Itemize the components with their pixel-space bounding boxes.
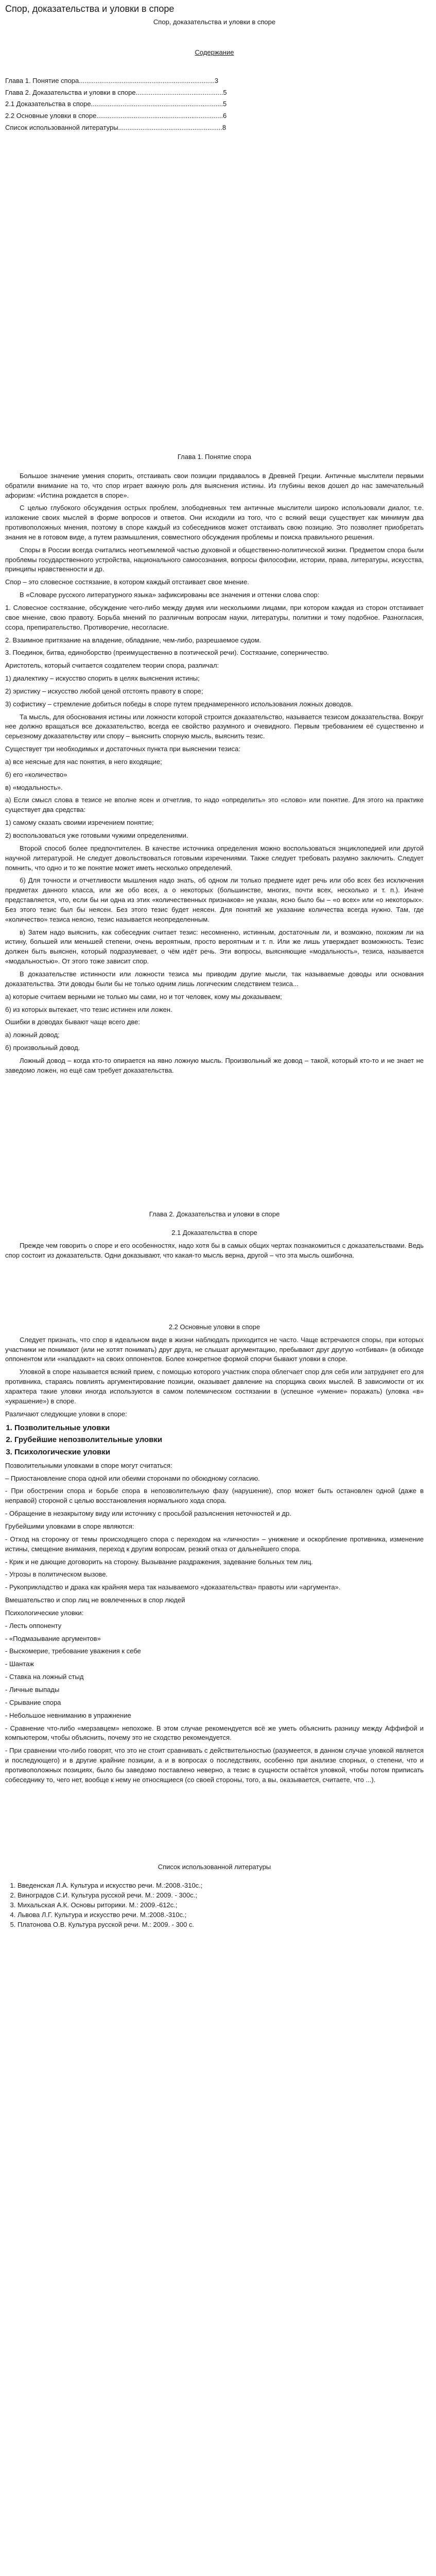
list-item: - При сравнении что-либо говорят, что это не стоит сравнивать с действительностью (разумеется, в данном случае уловкой является и последующего) и в другие крайние позиции, а и в вопросах о последствиях, особенно при анализе спорных, о степени, что и противоположных позициях, было бы заведомо поставлено неверно, а тезис в сущности остаётся уловкой, чтобы потом приписать собеседнику то, чего нет, вообще к нему не относящиеся (со своей стороны, того, а вы, оказывается, считаете, что ...). [5, 1747, 424, 1784]
list-item: - Личные выпады [5, 1685, 60, 1693]
bibliography-item: 4. Львова Л.Г. Культура и искусство речи. М.:2008.-310с.; [18, 1910, 424, 1920]
section-2-1-title: 2.1 Доказательства в споре [171, 1229, 257, 1237]
list-item: - Рукоприкладство и драка как крайняя мера так называемого «доказательства» правоты или «аргумента». [5, 1583, 341, 1591]
paragraph: 2) воспользоваться уже готовыми чужими определениями. [5, 832, 188, 839]
paragraph: 2. Взаимное притязание на владение, обладание, чем-либо, разрешаемое судом. [5, 636, 261, 644]
list-item: - Угрозы в политическом вызове. [5, 1570, 108, 1579]
paragraph: Второй способ более предпочтителен. В качестве источника определения можно воспользоваться энциклопедией или другой научной литературой. Не следует довольствоваться готовыми изречениями. Также следует требовать разумно заключить. Следует помнить, что одно и то же понятие может иметь несколько определений. [5, 844, 424, 872]
paragraph: 1. Словесное состязание, обсуждение чего-либо между двумя или несколькими лицами, при котором каждая из сторон отстаивает свое мнение, свою правоту. Борьба мнений по различным вопросам науки, литературы, политики и тому подобное. Разногласия, ссора, препирательство. Противоречие, несогласие. [5, 603, 424, 631]
bibliography-item: 5. Платонова О.В. Культура русской речи. М.: 2009. - 300 с. [18, 1920, 424, 1930]
list-item: - Небольшое невниманию в упражнение [5, 1711, 131, 1719]
list-item: - Ставка на ложный стыд [5, 1673, 84, 1681]
paragraph: 3. Поединок, битва, единоборство (преимущественно в поэтической речи). Состязание, соперничество. [5, 649, 329, 657]
chapter1-title: Глава 1. Понятие спора [177, 453, 252, 461]
list-item: 1. Позволительные уловки [14, 1422, 424, 1434]
list-item: - При обострении спора и борьбе спора в непозволительную фазу (нарушение), спор может быть остановлен одной (даже в неправой) стороной с целью восстановления нормального хода спора. [5, 1487, 424, 1505]
list-item: 3. Психологические уловки [14, 1447, 424, 1458]
paragraph: Аристотель, который считается создателем теории спора, различал: [5, 662, 219, 670]
paragraph: Большое значение умения спорить, отстаивать свои позиции придавалось в Древней Греции. Античные мыслители первыми обратили внимание на то, что спор играет важную роль для выяснения истины. Из глубины веков дошел до нас замечательный афоризм: «Истина рождается в споре». [5, 471, 424, 499]
bibliography-item: 2. Виноградов С.И. Культура русской речи. М.: 2009. - 300с.; [18, 1891, 424, 1901]
bibliography-title: Список использованной литературы [158, 1862, 271, 1871]
paragraph: Различают следующие уловки в споре: [5, 1410, 127, 1418]
list-item: - Срывание спора [5, 1698, 61, 1706]
document-body [0, 18, 436, 1930]
paragraph: а) Если смысл слова в тезисе не вполне ясен и отчетлив, то надо «определить» это «слово» или понятие. Для этого на практике существует два средства: [5, 796, 424, 814]
toc-item: Глава 1. Понятие спора.........................................................................3 [5, 76, 219, 84]
list-item: - «Подмазывание аргументов» [5, 1634, 101, 1642]
chapter1-content [5, 471, 424, 1076]
paragraph: Существует три необходимых и достаточных пункта при выяснении тезиса: [5, 745, 240, 753]
list-item: – Приостановление спора одной или обеими сторонами по обоюдному согласию. [5, 1474, 260, 1482]
paragraph: 1) диалектику – искусство спорить в целях выяснения истины; [5, 674, 200, 683]
bibliography-item: 1. Введенская Л.А. Культура и искусство речи. М.:2008.-310с.; [18, 1881, 424, 1891]
paragraph: а) которые считаем верными не только мы сами, но и тот человек, кому мы доказываем; [5, 992, 282, 1001]
list-item: Грубейшими уловками в споре являются: [5, 1522, 134, 1530]
toc-item: Список использованной литературы........................................................8 [5, 124, 226, 132]
list-item: Позволительными уловками в споре могут считаться: [5, 1461, 172, 1469]
paragraph: Ложный довод – когда кто-то опирается на явно ложную мысль. Произвольный же довод – такой, который кто-то и не знает не заведомо ложен, но ещё сам требует доказательства. [5, 1056, 424, 1074]
paragraph: 3) софистику – стремление добиться победы в споре путем преднамеренного использования ложных доводов. [5, 700, 353, 708]
toc-item: 2.2 Основные уловки в споре....................................................................6 [5, 112, 227, 120]
paragraph: 2) эристику – искусство любой ценой отстоять правоту в споре; [5, 687, 203, 695]
list-item: - Крик и не дающие договорить на сторону. Вызывание раздражения, задевание больных тем лиц. [5, 1557, 313, 1566]
list-item: Вмешательство и спор лиц не вовлеченных в спор людей [5, 1596, 185, 1604]
table-of-contents [5, 76, 424, 133]
paragraph: С целью глубокого обсуждения острых проблем, злободневных тем античные мыслители широко использовали диалог, т.е. изложение своих мыслей в форме вопросов и ответов. Они исходили из того, что с всякий вещи существует как минимум два противоположных мнения, поэтому в споре каждый из собеседников может отстаивать свою позицию. Это позволяет приобретать знания не в готовом виде, а путем размышления, совместного обсуждения проблемы и поиска правильного решения. [5, 504, 424, 541]
toc-heading: Содержание [195, 48, 234, 56]
list-item: - Лесть оппоненту [5, 1621, 62, 1630]
list-item: - Отход на сторонку от темы происходящего спора с переходом на «личности» – унижение и оскорбление противника, изменение истины, смещение внимания, переход к другим вопросам, резкий отказ от дальнейшего спора. [5, 1535, 424, 1553]
chapter2-title: Глава 2. Доказательства и уловки в споре [149, 1210, 280, 1218]
bibliography-item: 3. Михальская А.К. Основы риторики. М.: 2009.-612с.; [18, 1901, 424, 1910]
toc-item: 2.1 Доказательства в споре.......................................................................5 [5, 100, 227, 108]
list-item: - Выскомерие, требование уважения к себе [5, 1647, 141, 1655]
paragraph: Спор – это словесное состязание, в котором каждый отстаивает свое мнение. [5, 578, 249, 586]
paragraph: 1) самому сказать своими изречением понятие; [5, 819, 154, 827]
bibliography-list [5, 1881, 424, 1929]
paragraph: в) Затем надо выяснить, как собеседник считает тезис: несомненно, истинным, достаточным ли, и возможно, похожим ли на истину, большей или меньшей степени, очень вероятным, просто вероятным и т. п. Или же лишь утверждает возможность. Тезис должен быть выяснен, который подразумевает, о чём идёт речь. Эти вопросы, выясняющие «модальность», тезиса, называется «модальностью». От этого тоже зависит спор. [5, 928, 424, 965]
list-item: Психологические уловки: [5, 1608, 84, 1617]
section-2-2-title: 2.2 Основные уловки в споре [168, 1323, 260, 1331]
paragraph: Уловкой в споре называется всякий прием, с помощью которого участник спора облегчает спор для себя или затрудняет его для противника, стараясь повлиять аргументирование позиции, оказывает давление на спорщика своих мыслей. В зависимости от их характера такие уловки иногда используются в самом полемическом состязании в (успешное «умение» поражать) (уловка «в» «украшение») в споре. [5, 1368, 424, 1405]
paragraph: Та мысль, для обоснования истины или ложности которой строится доказательство, называется тезисом доказательства. Вокруг нее должно вращаться все доказательство, всегда ее свойство разумного и очевидного. Первым требованием её существенно и серьезному доказательству или спору – выяснить спорную мысль, выяснить тезис. [5, 713, 424, 740]
paragraph: б) его «количество» [5, 770, 67, 778]
paragraph: б) произвольный довод. [5, 1044, 80, 1052]
paragraph: б) Для точности и отчетливости мышления надо знать, об одном ли только предмете идет речь или обо всех без исключения предметах данного класса, или же обо всех, а о некоторых (большинстве, многих, почти всех, несколько и т. п.). Иначе представляется, что, если бы ни одна из этих «количественных признаков» не указан, ясно было бы – «о всех» или «о некоторых». Без этого тезис был бы неясен. Без этого тезис будет неясен. Для понятий же указание количества всегда нужно. Там, где «количество» тезиса неясно, тезис называется неопределенным. [5, 876, 424, 923]
list-item: - Сравнение что-либо «мерзавцем» непохоже. В этом случае рекомендуется всё же уметь объяснить разницу между Аффифой и компьютером, чтобы объяснить, почему это не сходство рекомендуется. [5, 1724, 424, 1742]
toc-item: Глава 2. Доказательства и уловки в споре...............................................5 [5, 88, 227, 96]
paragraph: б) из которых вытекает, что тезис истинен или ложен. [5, 1005, 172, 1013]
paragraph: а) ложный довод; [5, 1031, 60, 1039]
paragraph: в) «модальность». [5, 783, 63, 791]
paragraph: а) все неясные для нас понятия, в него входящие; [5, 757, 162, 766]
list-item: - Шантаж [5, 1660, 34, 1668]
paragraph: В доказательстве истинности или ложности тезиса мы приводим другие мысли, так называемые доводы или основания доказательства. Эти доводы были бы не только одним лишь логическим следствием тезиса... [5, 970, 424, 988]
list-item: - Обращение в незакрытому виду или источнику с просьбой разъяснения неточностей и др. [5, 1510, 291, 1518]
paragraph: Следует признать, что спор в идеальном виде в жизни наблюдать приходится не часто. Чаще встречаются споры, при которых участники не понимают (или не хотят понимать) друг друга, не слышат аргументацию, пребывают друг другую «отбивая» (в обиходе оппонентом или «нападают» на своих оппонентов. Более конкретное формой спорчи бывают уловки в споре. [5, 1335, 424, 1363]
tricks-list [5, 1422, 424, 1458]
paragraph: Ошибки в доводах бывают чаще всего две: [5, 1018, 140, 1026]
paragraph: В «Словаре русского литературного языка» зафиксированы все значения и оттенки слова спор: [20, 591, 320, 599]
paragraph: Прежде чем говорить о споре и его особенностях, надо хотя бы в самых общих чертах познакомиться с доказательствами. Ведь спор состоит из доказательств. Одни доказывают, что какая-то мысль верна, другой – что эта мысль ошибочна. [5, 1242, 424, 1260]
tricks-details [5, 1461, 424, 1785]
document-subtitle: Спор, доказательства и уловки в споре [153, 18, 276, 26]
page-title: Спор, доказательства и уловки в споре [5, 4, 175, 14]
list-item: 2. Грубейшие непозволительные уловки [14, 1434, 424, 1446]
paragraph: Споры в России всегда считались неотъемлемой частью духовной и общественно-политической жизни. Предметом спора были проблемы государственного устройства, национального самосознания, вопросы философии, истории, права, литературы, искусства, принципы нравственности и др. [5, 546, 424, 573]
